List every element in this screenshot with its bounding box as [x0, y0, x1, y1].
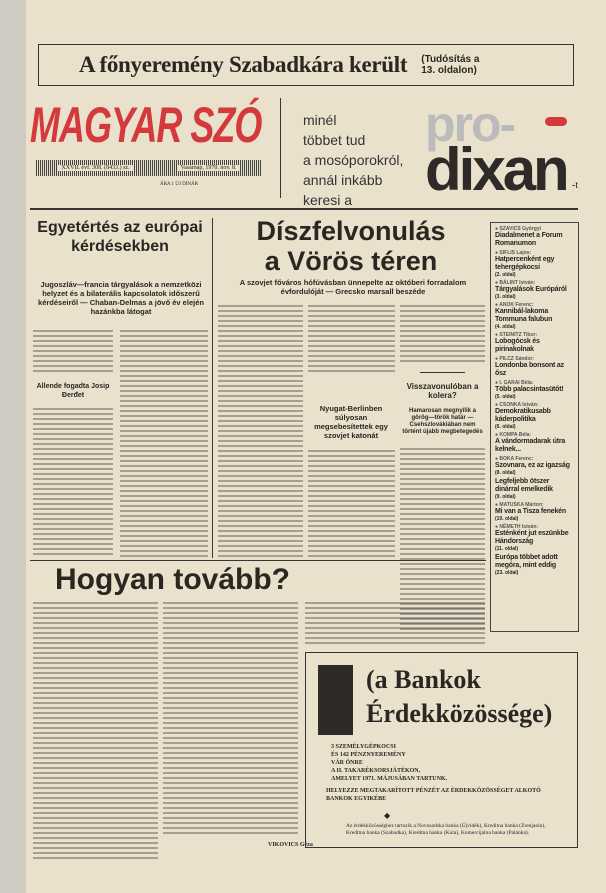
sidebar-item-author: ● PILCZ Sándor:: [495, 356, 574, 362]
sidebar-item-page: (9. oldal): [495, 494, 516, 500]
title-line: a Vörös téren: [264, 246, 438, 276]
sidebar-item-author: ● ANOK Ferenc:: [495, 302, 574, 308]
diamond-icon: ◆: [384, 811, 391, 820]
masthead-logo: MAGYAR SZÓ: [30, 96, 262, 154]
article-center-title: [215, 216, 487, 276]
sidebar-item: [495, 380, 574, 400]
body-line: AMELYET 1971. MÁJUSÁBAN TARTUNK.: [331, 776, 448, 782]
sidebar-item-page: (10. oldal): [495, 516, 519, 522]
sidebar-item-title: Legfeljebb ötszer dinárral emelkedik: [495, 478, 553, 493]
divider: [212, 218, 213, 558]
bank-ad-footer: Az érdekközösséghez tartozik a Novosadska banka (Újvidék), Kreditna banka (Zrenjanin), Kreditna banka (Szabadka), Kreditna banka (Kula), Komercijalna banka (Palánka).: [346, 823, 546, 836]
body-line: 3 SZEMÉLYGÉPKOCSI: [331, 744, 396, 750]
sidebar-item: [495, 302, 574, 330]
sidebar-item-title: Mi van a Tisza fenekén: [495, 508, 566, 515]
ad-line: minél: [303, 112, 337, 128]
sidebar-item-title: Szovnara, ez az igazság: [495, 462, 570, 469]
bank-ad-body: [331, 743, 447, 783]
body-line: ÉS 142 PÉNZNYEREMÉNY: [331, 752, 406, 758]
sidebar-item-author: ● SZAVICS Györgyi: [495, 226, 574, 232]
body-text: [305, 602, 485, 647]
body-line: A II. TAKARÉKSORSJÁTÉKON,: [331, 768, 421, 774]
sidebar-item-page: (23. oldal): [495, 570, 519, 576]
scan-margin: [0, 0, 26, 893]
issue-date: Vasárnap, 1970. nov. 8.: [177, 165, 239, 171]
sidebar-item-page: (3. oldal): [495, 294, 516, 300]
bank-ad: [305, 652, 578, 848]
sidebar-item: [495, 554, 574, 576]
sidebar-item: [495, 524, 574, 552]
article-left-subtitle: Jugoszláv—francia tárgyalások a nemzetközi helyzet és a bilaterális kapcsolatok időszerű kérdéseiről — Chaban-Delmas a jövő év elején hazánkba látogat: [38, 280, 204, 316]
sidebar-item-title: Kannibál-lakoma Tommuna falubun: [495, 308, 553, 323]
dixan-suffix: -t: [572, 180, 579, 191]
body-text: [33, 330, 113, 375]
sidebar-item-page: (11. oldal): [495, 546, 519, 552]
sidebar-item: [495, 250, 574, 278]
contents-sidebar: [490, 222, 579, 632]
sidebar-item-page: (2. oldal): [495, 272, 516, 278]
sidebar-item: [495, 478, 574, 500]
body-text: [308, 305, 395, 375]
article-left-subhead: Allende fogadta Josip Đerđet: [36, 383, 110, 399]
sidebar-item-author: ● BÁLINT István:: [495, 280, 574, 286]
sidebar-item-author: ● BOKA Ferenc:: [495, 456, 574, 462]
sidebar-item-title: Tárgyalások Európáról: [495, 286, 567, 293]
dixan-brand-top: pro-: [425, 96, 515, 152]
sidebar-item-title: Demokratikusabb káderpolitika: [495, 408, 551, 423]
ad-line: a mosóporokról,: [303, 152, 404, 168]
sidebar-item-title: Hatpercenként egy tehergépkocsi: [495, 256, 555, 271]
body-text: [218, 305, 303, 558]
sidebar-item: [495, 402, 574, 430]
divider: [30, 560, 486, 561]
dixan-brand: dixan: [425, 136, 567, 203]
sidebar-item-author: ● MATUSKA Márton:: [495, 502, 574, 508]
sidebar-item-title: Esténként jut eszünkbe Hándország: [495, 530, 569, 545]
sidebar-item-title: Londonba bonsont az ősz: [495, 362, 564, 377]
sidebar-item: [495, 432, 574, 454]
ad-line: annál inkább: [303, 172, 383, 188]
article-visszavonulas-title: Visszavonulóban a kolera?: [406, 382, 479, 400]
divider: [420, 372, 465, 373]
bank-ad-cta: HELYEZZE MEGTAKARÍTOTT PÉNZÉT AZ ÉRDEKKÖZÖSSÉGET ALKOTÓ BANKOK EGYIKÉBE: [326, 788, 541, 802]
sidebar-item: [495, 332, 574, 354]
dixan-ad-text: [303, 110, 403, 210]
sidebar-item: [495, 280, 574, 300]
ad-line: keresi a: [303, 192, 353, 208]
bank-ad-title: [366, 663, 552, 731]
issue-number: XXVII. évf. 308. (8433.) sz.: [58, 165, 132, 171]
sidebar-item-author: ● SIFLIS Lajos:: [495, 250, 574, 256]
sidebar-item-author: ● NÉMETH István:: [495, 524, 574, 530]
sidebar-item-author: ● STEINITZ Tibor:: [495, 332, 574, 338]
title-line: (a Bankok: [366, 665, 481, 694]
banner-headline: A főnyeremény Szabadkára került: [79, 52, 408, 77]
body-text: [400, 305, 485, 365]
title-line: Érdekközössége): [366, 699, 553, 728]
body-line: VÁR ÖNRE: [331, 760, 363, 766]
masthead-info-bar: [36, 160, 262, 176]
article-left-title: Egyetértés az európai kérdésekben: [37, 219, 203, 255]
sidebar-item-title: Több palacsintasütőt!: [495, 386, 564, 393]
article-berlin-title: Nyugat-Berlinben súlyosan megsebesítettek egy szovjet katonát: [314, 404, 388, 440]
banner-note: (Tudósítás a 13. oldalon): [421, 54, 480, 76]
body-text: [308, 450, 395, 558]
body-text: [163, 602, 298, 836]
sidebar-item-author: ● KOMPA Béla:: [495, 432, 574, 438]
sidebar-item-title: A vándormadarak útra kelnek...: [495, 438, 566, 453]
price: ÁRA 1 ÚJ DINÁR: [160, 182, 198, 187]
title-line: Díszfelvonulás: [256, 216, 446, 246]
sidebar-item: [495, 502, 574, 522]
sidebar-item-page: (8. oldal): [495, 470, 516, 476]
sidebar-item: [495, 356, 574, 378]
bank-logo-icon: [318, 665, 353, 735]
ad-line: többet tud: [303, 132, 366, 148]
body-text: [33, 602, 158, 860]
body-text: [120, 330, 208, 558]
sidebar-item: [495, 456, 574, 476]
sidebar-item: [495, 226, 574, 248]
sidebar-item-author: ● CSONKA István:: [495, 402, 574, 408]
divider: [30, 208, 578, 210]
body-text: [33, 408, 113, 558]
top-banner: [38, 44, 574, 86]
brand-badge-icon: [545, 117, 567, 126]
sidebar-item-title: Diadalmenet a Forum Romanumon: [495, 232, 563, 247]
sidebar-item-title: Lobogócsk és pirinakolnak: [495, 338, 540, 353]
article-visszavonulas-subtitle: Hamarosan megnyílik a görög—török határ — Csehszlovákiában nem történt újabb megbetegedés: [402, 408, 483, 435]
article-hogyan-title: Hogyan tovább?: [55, 563, 291, 596]
sidebar-item-page: (4. oldal): [495, 324, 516, 330]
sidebar-item-title: Európa többet adott megóra, mint eddig: [495, 554, 558, 569]
sidebar-item-page: (5. oldal): [495, 394, 516, 400]
article-signature: VIKOVICS Géza: [268, 842, 313, 848]
article-center-subtitle: A szovjet főváros hófúvásban ünnepelte az októberi forradalom évfordulóját — Grecsko marsall beszéde: [239, 278, 467, 296]
divider: [280, 98, 281, 198]
sidebar-item-author: ● I. GARAI Béla:: [495, 380, 574, 386]
sidebar-item-page: (6. oldal): [495, 424, 516, 430]
